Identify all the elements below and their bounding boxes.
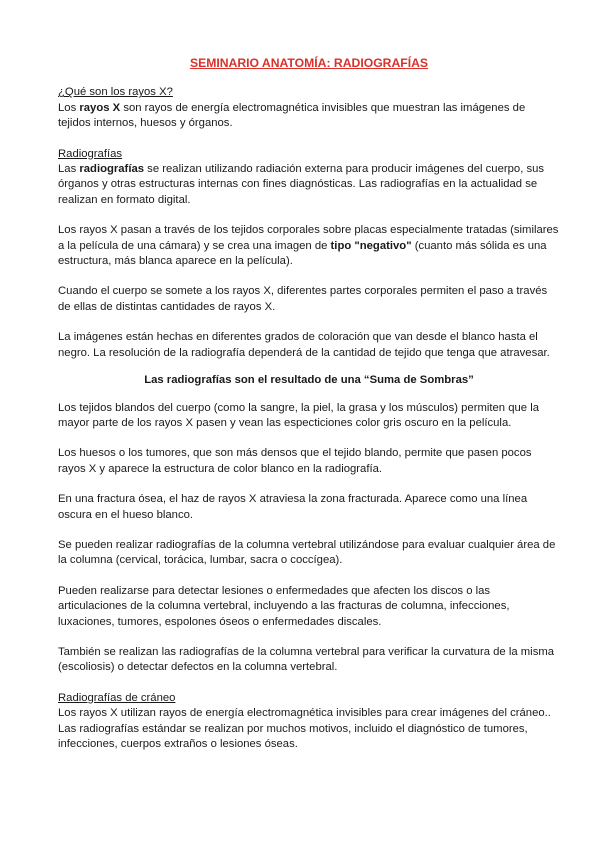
section-heading-radiografias-craneo: Radiografías de cráneo <box>58 691 176 704</box>
paragraph: Pueden realizarse para detectar lesiones o enfermedades que afecten los discos o las articulaciones de la columna vertebral, incluyendo a las fracturas de columna, infecciones, luxaciones, tumores, espolones óseos o enfermedades discales. <box>58 584 510 628</box>
paragraph: Los huesos o los tumores, que son más densos que el tejido blando, permite que pasen pocos rayos X y aparece la estructura de color blanco en la radiografía. <box>58 447 532 475</box>
paragraph: En una fractura ósea, el haz de rayos X atraviesa la zona fracturada. Aparece como una línea oscura en el hueso blanco. <box>58 493 528 521</box>
bold-term: radiografías <box>79 163 145 176</box>
paragraph: También se realizan las radiografías de la columna vertebral para verificar la curvatura de la misma (escoliosis) o detectar defectos en la columna vertebral. <box>58 645 555 674</box>
text-run: Las <box>58 163 80 176</box>
paragraph-rayos-x <box>58 101 560 132</box>
paragraph <box>58 162 560 208</box>
text-run: Los <box>58 101 80 114</box>
document-title: SEMINARIO ANATOMÍA: RADIOGRAFÍAS <box>189 56 429 70</box>
paragraph: Cuando el cuerpo se somete a los rayos X, diferentes partes corporales permiten el paso a través de ellas de distintas cantidades de rayos X. <box>58 285 548 313</box>
section-heading-suma-de-sombras: Las radiografías son el resultado de una “Suma de Sombras” <box>144 374 474 387</box>
section-heading-rayos-x: ¿Qué son los rayos X? <box>58 86 173 99</box>
paragraph: Los rayos X utilizan rayos de energía electromagnética invisibles para crear imágenes del cráneo.. Las radiografías estándar se realizan por muchos motivos, incluido el diagnóstico de tumores, infecciones, cuerpos extraños o lesiones óseas. <box>58 707 551 750</box>
section-heading-radiografias: Radiografías <box>58 147 123 160</box>
paragraph: Los tejidos blandos del cuerpo (como la sangre, la piel, la grasa y los músculos) permiten que la mayor parte de los rayos X pasen y vean las especticiones color gris oscuro en la película. <box>58 401 540 429</box>
text-run: Los rayos X pasan a través de los tejidos corporales sobre placas especialmente tratadas (similares a la película de una cámara) y se crea una imagen de <box>58 224 559 252</box>
text-run: se realizan utilizando radiación externa para producir imágenes del cuerpo, sus órganos y otras estructuras internas con fines diagnósticas. Las radiografías en la actualidad se realizan en formato digital. <box>58 163 545 206</box>
paragraph: Se pueden realizar radiografías de la columna vertebral utilizándose para evaluar cualquier área de la columna (cervical, torácica, lumbar, sacra o coccígea). <box>58 538 556 567</box>
bold-term: tipo "negativo" <box>330 239 412 252</box>
bold-term: rayos X <box>79 101 121 114</box>
paragraph <box>58 223 560 269</box>
text-run: (cuanto más sólida es una estructura, más blanca aparece en la película). <box>58 239 547 268</box>
text-run: son rayos de energía electromagnética invisibles que muestran las imágenes de tejidos internos, huesos y órganos. <box>58 101 526 130</box>
paragraph: La imágenes están hechas en diferentes grados de coloración que van desde el blanco hasta el negro. La resolución de la radiografía dependerá de la cantidad de tejido que tenga que atravesar. <box>58 331 550 359</box>
